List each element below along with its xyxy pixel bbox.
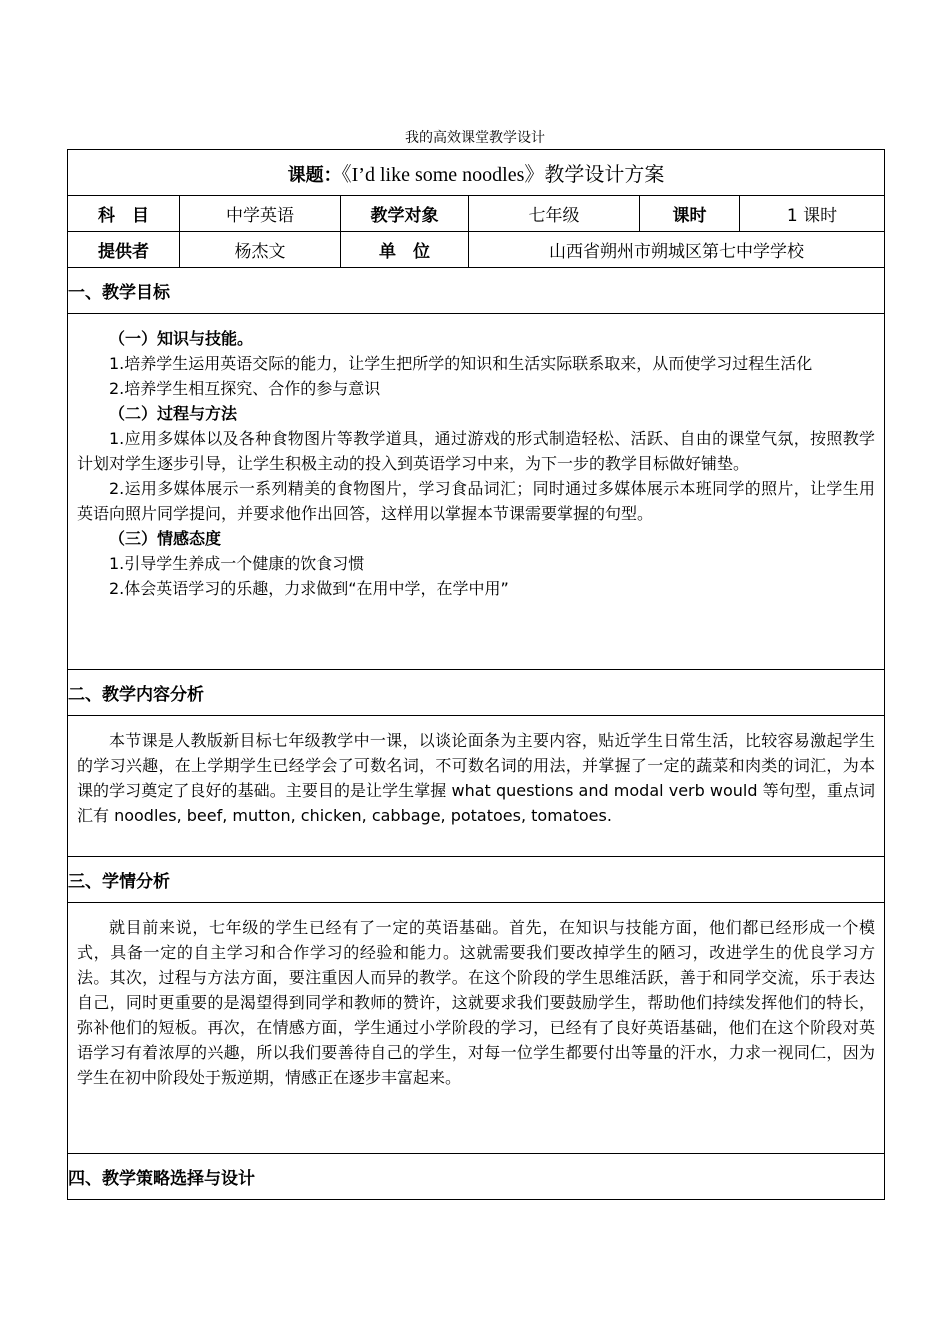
section-heading-students: 三、学情分析 (68, 857, 885, 903)
emotion-title: （三）情感态度 (109, 529, 222, 548)
provider-label: 提供者 (68, 232, 180, 268)
audience-label: 教学对象 (341, 196, 469, 232)
unit-label: 单 位 (341, 232, 469, 268)
section-heading-objectives: 一、教学目标 (68, 268, 885, 314)
subject-label: 科 目 (68, 196, 180, 232)
process-item-1: 1.应用多媒体以及各种食物图片等教学道具，通过游戏的形式制造轻松、活跃、自由的课堂气氛，按照教学计划对学生逐步引导，让学生积极主动的投入到英语学习中来，为下一步的教学目标做好铺垫。 (77, 429, 876, 473)
unit-value: 山西省朔州市朔城区第七中学学校 (469, 232, 885, 268)
section-heading-content: 二、教学内容分析 (68, 670, 885, 716)
audience-value: 七年级 (469, 196, 640, 232)
student-analysis-body (68, 903, 885, 1154)
lesson-title-prefix: 课题： (287, 165, 342, 186)
knowledge-item-1: 1.培养学生运用英语交际的能力，让学生把所学的知识和生活实际联系取来，从而使学习过程生活化 (109, 354, 813, 373)
provider-value: 杨杰文 (180, 232, 341, 268)
process-title: （二）过程与方法 (109, 404, 238, 423)
content-analysis-body (68, 716, 885, 857)
emotion-item-1: 1.引导学生养成一个健康的饮食习惯 (109, 554, 365, 573)
objectives-body (68, 314, 885, 670)
lesson-title (68, 150, 885, 196)
emotion-item-2: 2.体会英语学习的乐趣，力求做到“在用中学，在学中用” (109, 579, 509, 598)
section-heading-strategy: 四、教学策略选择与设计 (68, 1154, 885, 1200)
subject-value: 中学英语 (180, 196, 341, 232)
knowledge-item-2: 2.培养学生相互探究、合作的参与意识 (109, 379, 381, 398)
knowledge-title: （一）知识与技能。 (109, 329, 254, 348)
lesson-plan-table (67, 149, 885, 1200)
lesson-title-text: 《I’d like some noodles》教学设计方案 (341, 164, 665, 186)
page-header: 我的高效课堂教学设计 (405, 130, 545, 146)
content-analysis-text: 本节课是人教版新目标七年级教学中一课，以谈论面条为主要内容，贴近学生日常生活，比较容易激起学生的学习兴趣，在上学期学生已经学会了可数名词，不可数名词的用法，并掌握了一定的蔬菜和肉类的词汇，为本课的学习奠定了良好的基础。主要目的是让学生掌握 what questions and modal verb would 等句型，重点词汇有 noodles, beef, mutton, chicken, cabbage, potatoes, tomatoes. (77, 731, 876, 825)
hours-value: 1 课时 (740, 196, 885, 232)
hours-label: 课时 (640, 196, 740, 232)
student-analysis-text: 就目前来说，七年级的学生已经有了一定的英语基础。首先，在知识与技能方面，他们都已经形成一个模式，具备一定的自主学习和合作学习的经验和能力。这就需要我们要改掉学生的陋习，改进学生的优良学习方法。其次，过程与方法方面，要注重因人而异的教学。在这个阶段的学生思维活跃，善于和同学交流，乐于表达自己，同时更重要的是渴望得到同学和教师的赞许，这就要求我们要鼓励学生，帮助他们持续发挥他们的特长，弥补他们的短板。再次，在情感方面，学生通过小学阶段的学习，已经有了良好英语基础，他们在这个阶段对英语学习有着浓厚的兴趣，所以我们要善待自己的学生，对每一位学生都要付出等量的汗水，力求一视同仁，因为学生在初中阶段处于叛逆期，情感正在逐步丰富起来。 (77, 918, 876, 1087)
process-item-2: 2.运用多媒体展示一系列精美的食物图片，学习食品词汇；同时通过多媒体展示本班同学的照片，让学生用英语向照片同学提问，并要求他作出回答，这样用以掌握本节课需要掌握的句型。 (77, 479, 876, 523)
